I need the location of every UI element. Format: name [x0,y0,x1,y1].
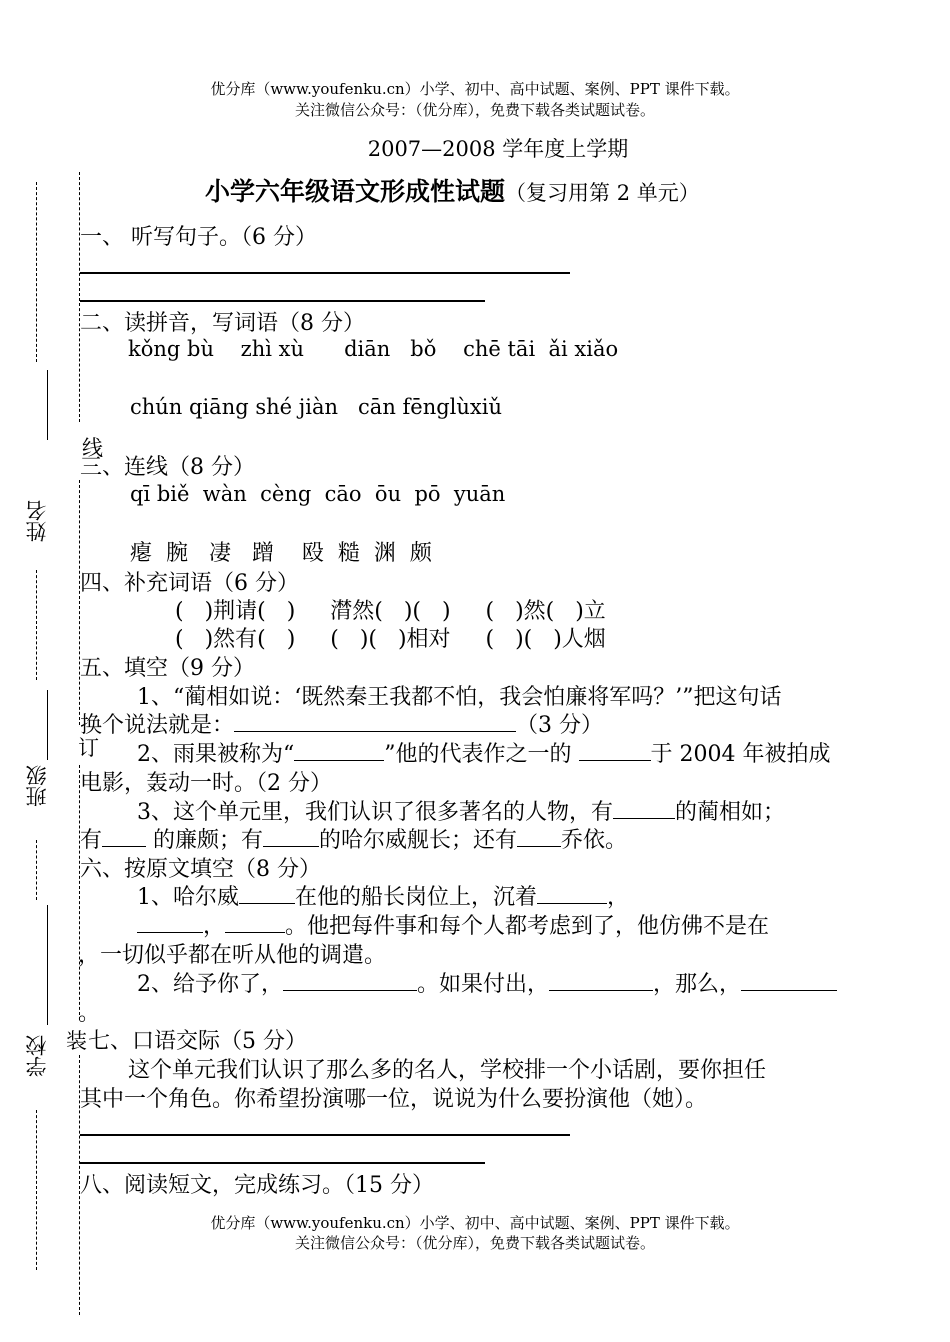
pinyin-row-2: chún qiāng shé jiàn cān fēnglùxiǔ [130,395,503,419]
idiom-row-2: ( )然有( ) ( )( )相对 ( )( )人烟 [175,627,606,652]
recite-q2-line2: 。 [78,1001,101,1026]
name-underline [47,370,48,440]
recite-q1-line3: ，一切似乎都在听从他的调遣。 [78,943,387,968]
answer-line [80,300,485,302]
binding-mark-xian: 线 [82,436,103,460]
margin-dash-line [36,182,37,362]
oral-paragraph-line1: 这个单元我们认识了那么多的名人，学校排一个小话剧，要你担任 [128,1058,767,1083]
footer-line-2: 关注微信公众号：（优分库），免费下载各类试题试卷。 [294,1234,655,1252]
footer-line-1: 优分库（www.youfenku.cn）小学、初中、高中试题、案例、PPT 课件下载。 [210,1214,740,1232]
answer-blank[interactable] [263,826,319,847]
answer-blank[interactable] [579,740,651,761]
class-label: 班级 [25,765,49,807]
pinyin-row-1: kǒng bù zhì xù diān bǒ chē tāi ǎi xiǎo [128,337,619,361]
exam-title-row [205,172,700,208]
section-6-title: 六、按原文填空（8 分） [80,857,322,882]
binding-mark-ding: 订 [78,736,99,760]
fill-q3-line1: 3、这个单元里，我们认识了很多著名的人物，有 的蔺相如； [137,800,786,825]
section-5-title: 五、填空（9 分） [80,656,256,681]
fill-q2-line2: 电影，轰动一时。（2 分） [80,771,332,796]
name-label: 姓名 [25,500,49,542]
fill-q1-line2: 换个说法就是： （3 分） [80,713,604,738]
binding-mark-zhuang: 装 [66,1029,87,1053]
fill-q2-line1: 2、雨果被称为“ ”他的代表作之一的 于 2004 年被拍成 [137,742,831,767]
answer-blank[interactable] [102,826,146,847]
answer-blank[interactable] [294,740,384,761]
exam-title: 小学六年级语文形成性试题 [205,177,506,206]
answer-line [80,1134,570,1136]
section-3-title: 三、连线（8 分） [80,455,256,480]
answer-line [80,1162,485,1164]
recite-q1-line1: 1、哈尔威 在他的船长岗位上，沉着 ， [137,885,630,910]
class-underline [47,690,48,760]
header-line-1: 优分库（www.youfenku.cn）小学、初中、高中试题、案例、PPT 课件下载。 [210,80,740,98]
binding-dash-line [79,765,80,1020]
exam-year: 2007—2008 学年度上学期 [367,137,629,161]
section-4-title: 四、补充词语（6 分） [80,571,300,596]
match-characters-row: 瘪 腕 凄 蹭 殴 糙 渊 颇 [130,541,432,566]
oral-paragraph-line2: 其中一个角色。你希望扮演哪一位，说说为什么要扮演他（她）。 [80,1087,708,1112]
margin-dash-line [36,570,37,680]
section-1-title: 一、 听写句子。（6 分） [80,225,317,250]
school-underline [47,905,48,1025]
answer-blank[interactable] [234,711,516,732]
header-line-2: 关注微信公众号：（优分库），免费下载各类试题试卷。 [294,101,655,119]
answer-blank[interactable] [283,970,417,991]
recite-q1-line2: ， 。他把每件事和每个人都考虑到了，他仿佛不是在 [137,909,769,940]
section-8-title: 八、阅读短文，完成练习。（15 分） [80,1173,435,1198]
margin-dash-line [36,840,37,900]
answer-blank[interactable] [549,970,653,991]
exam-title-note: （复习用第 2 单元） [505,181,700,205]
answer-blank[interactable] [741,970,837,991]
answer-blank[interactable] [537,883,607,904]
idiom-row-1: ( )荆请( ) 潸然( )( ) ( )然( )立 [175,599,606,624]
answer-blank[interactable] [225,912,285,933]
answer-blank[interactable] [613,798,675,819]
match-pinyin-row: qī biě wàn cèng cāo ōu pō yuān [130,482,506,506]
binding-dash-line [79,172,80,422]
answer-blank[interactable] [239,883,295,904]
section-2-title: 二、读拼音，写词语（8 分） [80,311,366,336]
answer-blank[interactable] [517,826,561,847]
fill-q1-line1: 1、“蔺相如说：‘既然秦王我都不怕，我会怕廉将军吗？’”把这句话 [137,685,782,710]
recite-q2-line1: 2、给予你了， 。如果付出， ，那么， [137,967,837,998]
school-label: 学校 [25,1035,49,1077]
answer-line [80,272,570,274]
answer-blank[interactable] [137,912,203,933]
fill-q3-line2: 有 的廉颇；有 的哈尔威舰长；还有 乔依。 [80,828,628,853]
binding-dash-line [79,480,80,725]
section-7-title: 七、口语交际（5 分） [88,1029,308,1054]
